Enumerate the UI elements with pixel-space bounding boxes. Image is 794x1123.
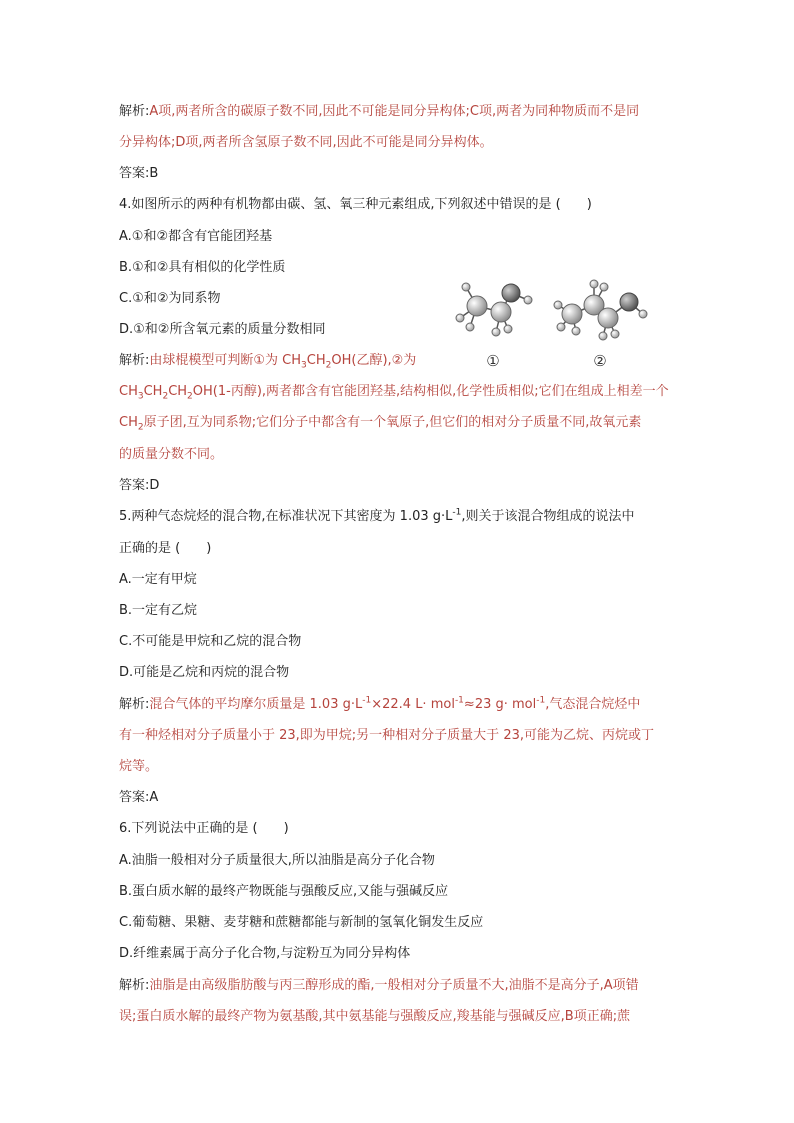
hydrogen-atom — [504, 325, 512, 333]
q4-analysis-line-3: $CH_2$原子团,互为同系物;它们分子中都含有一个氧原子,但它们的相对分子质量不同,故氧元素 — [119, 415, 642, 433]
q3-analysis-text-1: A项,两者所含的碳原子数不同,因此不可能是同分异构体;C项,两者为同种物质而不是同 — [149, 104, 640, 119]
q6-analysis-line-2: 误;蛋白质水解的最终产物为氨基酸,其中氨基能与强酸反应,羧基能与强碱反应,B项正确;蔗 — [119, 1009, 631, 1024]
q6-stem: 6.下列说法中正确的是 ( ) — [119, 821, 289, 836]
q4-answer-label: 答案: — [119, 478, 150, 493]
q5-option-a: A.一定有甲烷 — [119, 572, 197, 587]
q4-option-c: C.①和②为同系物 — [119, 291, 221, 306]
q5-stem-line-1: 5.两种气态烷烃的混合物,在标准状况下其密度为 1.03 $g\cdot L^{-1}$,则关于该混合物组成的说法中 — [119, 507, 635, 524]
q4-stem: 4.如图所示的两种有机物都由碳、氢、氧三种元素组成,下列叙述中错误的是 ( ) — [119, 197, 592, 212]
q3-analysis-line-2: 分异构体;D项,两者所含氢原子数不同,因此不可能是同分异构体。 — [119, 135, 493, 150]
hydrogen-atom — [590, 280, 598, 288]
molecule-ethanol-model — [456, 283, 532, 336]
carbon-atom — [491, 302, 511, 322]
q3-answer — [119, 165, 158, 183]
q6-option-b: B.蛋白质水解的最终产物既能与强酸反应,又能与强碱反应 — [119, 884, 449, 899]
q5-analysis-line-3: 烷等。 — [119, 759, 159, 774]
q4-analysis-text-1: 由球棍模型可判断①为 $CH_3CH_2OH$(乙醇),②为 — [149, 353, 417, 371]
q4-analysis-line-1 — [119, 352, 416, 370]
q5-answer-value: A — [149, 790, 159, 805]
q4-analysis-line-4: 的质量分数不同。 — [119, 447, 224, 462]
hydrogen-atom — [600, 283, 608, 291]
q5-analysis-line-1 — [119, 696, 640, 714]
q5-analysis-line-2: 有一种烃相对分子质量小于 23,即为甲烷;另一种相对分子质量大于 23,可能为乙烷、丙烷或丁 — [119, 728, 654, 743]
q5-option-c: C.不可能是甲烷和乙烷的混合物 — [119, 634, 302, 649]
hydrogen-atom — [639, 310, 647, 318]
q6-analysis-text-1: 油脂是由高级脂肪酸与丙三醇形成的酯,一般相对分子质量不大,油脂不是高分子,A项错 — [149, 978, 639, 993]
q6-option-c: C.葡萄糖、果糖、麦芽糖和蔗糖都能与新制的氢氧化铜发生反应 — [119, 915, 484, 930]
figure-label-1: ① — [486, 352, 500, 370]
q3-answer-label: 答案: — [119, 166, 150, 181]
q6-option-a: A.油脂一般相对分子质量很大,所以油脂是高分子化合物 — [119, 853, 435, 868]
q5-option-d: D.可能是乙烷和丙烷的混合物 — [119, 665, 290, 680]
q3-answer-value: B — [149, 166, 159, 181]
oxygen-atom — [620, 293, 638, 311]
q5-answer — [119, 789, 158, 807]
q4-option-a: A.①和②都含有官能团羟基 — [119, 229, 273, 244]
hydrogen-atom — [462, 283, 470, 291]
molecule-propanol-model — [554, 280, 647, 340]
hydrogen-atom — [524, 296, 532, 304]
q4-analysis-line-2: $CH_3CH_2CH_2OH(1-$丙醇),两者都含有官能团羟基,结构相似,化学性质相似;它们在组成上相差一个 — [119, 384, 669, 402]
q3-analysis-line-1 — [119, 103, 639, 121]
q4-answer — [119, 477, 159, 495]
hydrogen-atom — [492, 328, 500, 336]
carbon-atom — [467, 296, 487, 316]
carbon-atom — [598, 308, 618, 328]
q6-analysis-label: 解析: — [119, 978, 150, 993]
q5-answer-label: 答案: — [119, 790, 150, 805]
hydrogen-atom — [456, 314, 464, 322]
q5-option-b: B.一定有乙烷 — [119, 603, 198, 618]
figure-label-2: ② — [593, 352, 607, 370]
q4-analysis-label: 解析: — [119, 353, 150, 368]
q5-stem-line-2: 正确的是 ( ) — [119, 541, 212, 556]
hydrogen-atom — [466, 323, 474, 331]
oxygen-atom — [502, 284, 520, 302]
q4-option-b: B.①和②具有相似的化学性质 — [119, 260, 286, 275]
q3-analysis-label: 解析: — [119, 104, 150, 119]
hydrogen-atom — [611, 330, 619, 338]
hydrogen-atom — [557, 323, 565, 331]
q6-option-d: D.纤维素属于高分子化合物,与淀粉互为同分异构体 — [119, 946, 411, 961]
carbon-atom — [562, 304, 582, 324]
q5-analysis-text-1: 混合气体的平均摩尔质量是 1.03 $g\cdot L^{-1}\times 22.4$ L· mol$^{-1}$≈23 g· mol$^{-1}$,气态混合烷烃中 — [149, 695, 641, 712]
hydrogen-atom — [599, 332, 607, 340]
q6-analysis-line-1 — [119, 977, 639, 995]
q4-answer-value: D — [149, 478, 160, 493]
ball-and-stick-models-figure — [448, 272, 668, 377]
q5-analysis-label: 解析: — [119, 697, 150, 712]
q4-option-d: D.①和②所含氧元素的质量分数相同 — [119, 322, 326, 337]
hydrogen-atom — [572, 327, 580, 335]
hydrogen-atom — [554, 301, 562, 309]
